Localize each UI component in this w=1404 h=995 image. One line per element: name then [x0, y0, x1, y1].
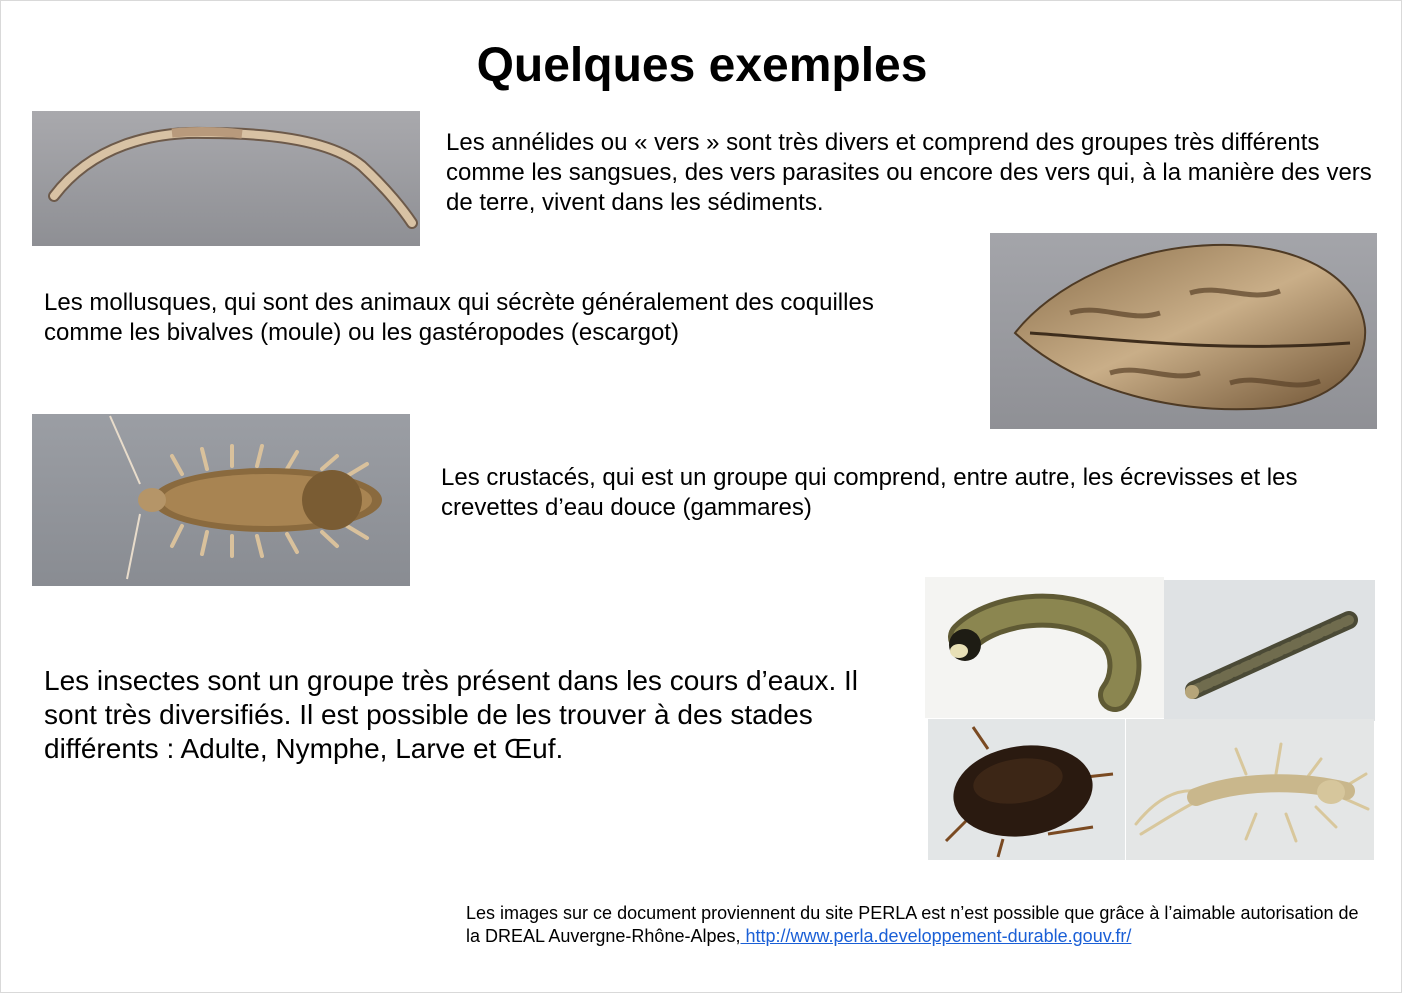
crustaceans-text: Les crustacés, qui est un groupe qui comprend, entre autre, les écrevisses et les crevettes d’eau douce (gammares): [441, 464, 1298, 521]
stonefly-nymph-photo: [1126, 719, 1374, 860]
perla-link[interactable]: http://www.perla.developpement-durable.gouv.fr/: [740, 926, 1132, 946]
credits-text: Les images sur ce document proviennent du site PERLA est n’est possible que grâce à l’aimable autorisation de la DREAL Auvergne-Rhône-Alpes,: [466, 903, 1359, 946]
molluscs-text: Les mollusques, qui sont des animaux qui sécrète généralement des coquilles comme les bivalves (moule) ou les gastéropodes (escargot): [44, 289, 874, 346]
annelids-text: Les annélides ou « vers » sont très divers et comprend des groupes très différents comme les sangsues, des vers parasites ou encore des vers qui, à la manière des vers de terre, vivent dans les sédiments.: [446, 129, 1372, 216]
credits-footer: [466, 902, 1366, 948]
worm-photo: [32, 111, 420, 246]
insects-text: Les insectes sont un groupe très présent dans les cours d’eaux. Il sont très diversifiés. Il est possible de les trouver à des stades différents : Adulte, Nymphe, Larve et Œuf.: [44, 665, 859, 764]
caddisfly-case-photo: [1164, 580, 1375, 721]
isopod-photo: [32, 414, 410, 586]
larva-photo: [925, 577, 1164, 718]
page-title: Quelques exemples: [476, 39, 928, 92]
mussel-shell-photo: [990, 233, 1377, 429]
water-beetle-photo: [928, 719, 1125, 860]
